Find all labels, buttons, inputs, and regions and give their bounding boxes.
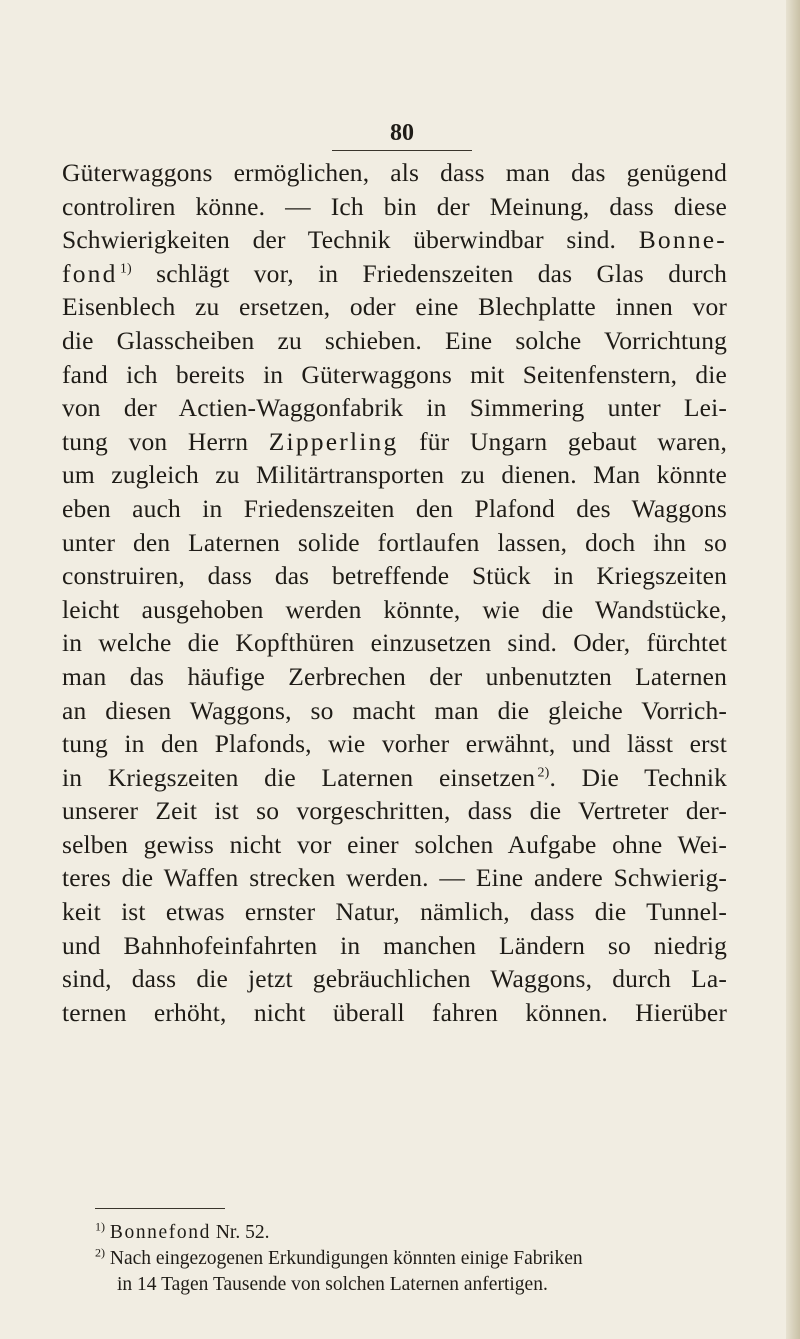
footnote-ref: 1)	[119, 261, 132, 277]
text-line: in Kriegszeiten die Laternen einsetzen $^{2)}$. Die Technik	[62, 762, 727, 792]
text-line: in welche die Kopfthüren einzusetzen sind. Oder, fürchtet	[62, 628, 727, 658]
text-line: Eisenblech zu ersetzen, oder eine Blechplatte innen vor	[62, 292, 727, 322]
text-line: eben auch in Friedenszeiten den Plafond des Waggons	[62, 493, 727, 523]
text-line: sind, dass die jetzt gebräuchlichen Waggons, durch La-	[62, 964, 727, 994]
footnote-ref: 2)	[537, 765, 550, 781]
text-line: man das häufige Zerbrechen der unbenutzten Laternen	[62, 661, 727, 691]
spaced-name: fond	[62, 258, 118, 288]
text-line: ternen erhöht, nicht überall fahren können. Hierüber	[62, 997, 727, 1027]
text-line: teres die Waffen strecken werden. — Eine andere Schwierig-	[62, 863, 727, 893]
text-line: und Bahnhofeinfahrten in manchen Ländern so niedrig	[62, 930, 727, 960]
footnote-continuation: in 14 Tagen Tausende von solchen Laternen anfertigen.	[117, 1274, 548, 1295]
text-line: tung von Herrn Zipperling für Ungarn gebaut waren,	[62, 426, 727, 456]
text-line: construiren, dass das betreffende Stück in Kriegszeiten	[62, 561, 727, 591]
text-line: an diesen Waggons, so macht man die gleiche Vorrich-	[62, 695, 727, 725]
footnote: $^{2)}$ Nach eingezogenen Erkundigungen könnten einige Fabriken	[95, 1245, 583, 1269]
header-rule	[332, 150, 472, 151]
text-line: Schwierigkeiten der Technik überwindbar sind. Bonne-	[62, 225, 727, 255]
text-line: Güterwaggons ermöglichen, als dass man das genügend	[62, 158, 727, 187]
text-line: von der Actien-Waggonfabrik in Simmering unter Lei-	[62, 393, 727, 423]
footnote-rule	[95, 1208, 225, 1209]
text-line: keit ist etwas ernster Natur, nämlich, dass die Tunnel-	[62, 897, 727, 927]
spaced-name: Bonnefond	[109, 1222, 211, 1243]
footnote-marker: 2)	[95, 1245, 105, 1260]
text-line: controliren könne. — Ich bin der Meinung, dass diese	[62, 191, 727, 221]
footnote: $^{1)}$ Bonnefond Nr. 52.	[95, 1219, 270, 1243]
spaced-name: Zipperling	[268, 426, 399, 456]
text-line: fand ich bereits in Güterwaggons mit Seitenfenstern, die	[62, 359, 727, 389]
body-text	[62, 156, 727, 1029]
footnotes	[95, 1220, 730, 1298]
page-number: 80	[390, 120, 414, 146]
text-line: selben gewiss nicht vor einer solchen Aufgabe ohne Wei-	[62, 829, 727, 859]
footnote-marker: 1)	[95, 1219, 105, 1234]
text-line: unter den Laternen solide fortlaufen lassen, doch ihn so	[62, 527, 727, 557]
page-edge	[786, 0, 800, 1339]
text-line: um zugleich zu Militärtransporten zu dienen. Man könnte	[62, 460, 727, 490]
text-line: unserer Zeit ist so vorgeschritten, dass die Vertreter der-	[62, 796, 727, 826]
text-line: tung in den Plafonds, wie vorher erwähnt, und lässt erst	[62, 729, 727, 759]
text-line: fond $^{1)}$ schlägt vor, in Friedenszeiten das Glas durch	[62, 258, 727, 288]
text-line: leicht ausgehoben werden könnte, wie die Wandstücke,	[62, 594, 727, 624]
text-line: die Glasscheiben zu schieben. Eine solche Vorrichtung	[62, 325, 727, 355]
spaced-name: Bonne-	[638, 225, 727, 255]
